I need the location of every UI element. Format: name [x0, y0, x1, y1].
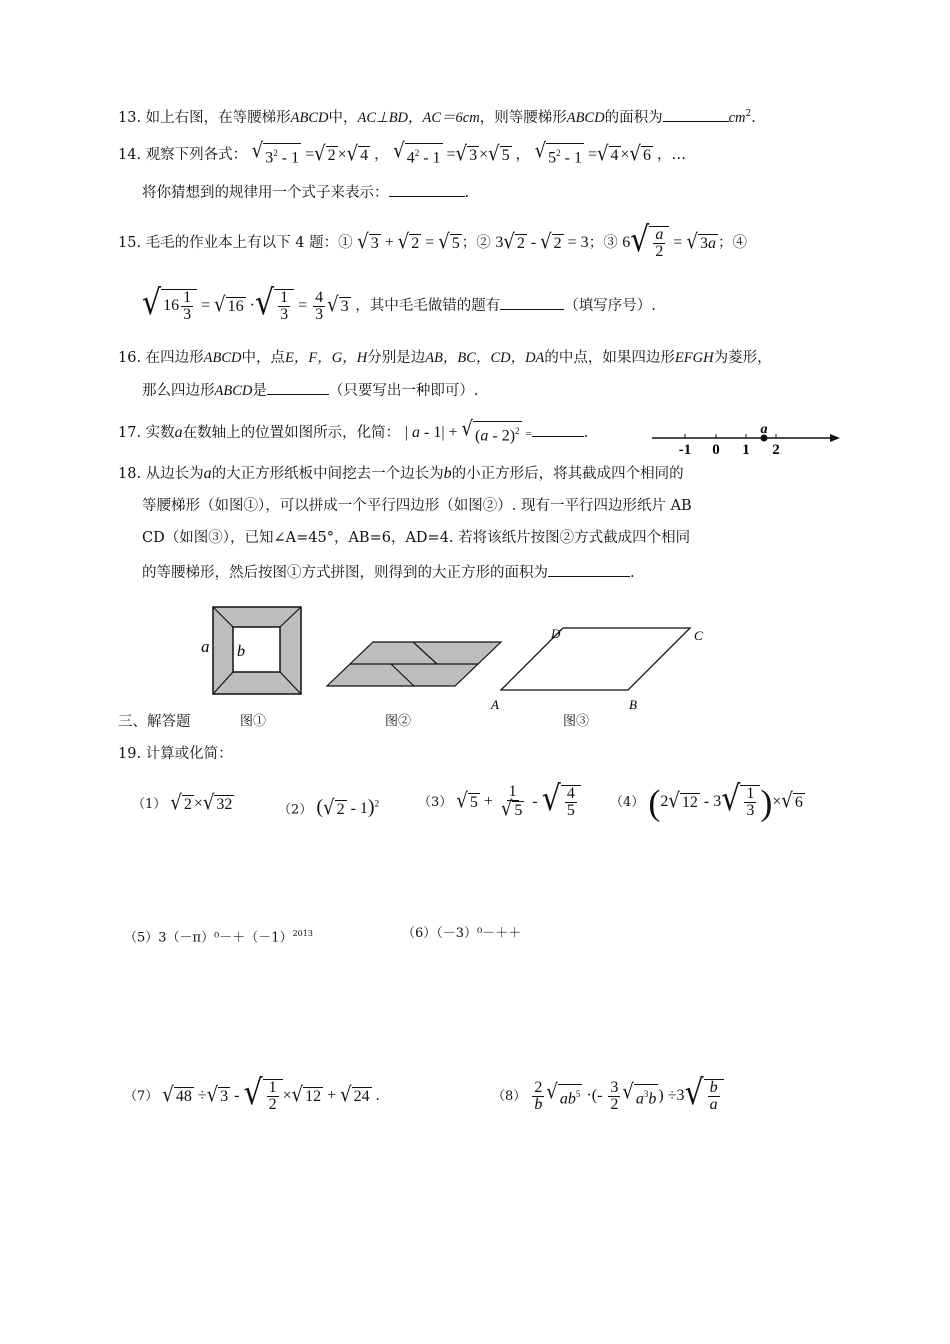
answer-blank[interactable] [389, 182, 465, 197]
tick-label: 0 [712, 442, 720, 458]
formula: ( √ 2 - 1)$^2$ [316, 796, 380, 821]
problem-6: （6）（－3）⁰－＋＋ [402, 926, 522, 941]
formula: 6 √ $\frac{a}{2}$ = √ 3a [622, 220, 716, 261]
problem-1: （1） √ 2 × √ 32 [132, 791, 233, 816]
answer-blank[interactable] [548, 562, 630, 577]
question-19-title: 19. 计算或化简： [118, 746, 233, 762]
formula: √ $5^2 - 1$ = √ 4 × √ 6 [534, 139, 652, 167]
figures [195, 600, 815, 740]
number-line [648, 422, 843, 458]
vertex-a: A [491, 697, 499, 712]
question-17: 17. 实数a在数轴上的位置如图所示，化简： | a - 1| + √ (a - 2)$^2$ = . [118, 417, 589, 445]
vertex-c: C [694, 628, 703, 643]
abcd-label: ABCD [290, 109, 329, 126]
formula: $\frac{2}{b}$ √ $ab^5$ ·(- $\frac{3}{2}$ √ $a^3b$ ) ÷3 √ $\frac{b}{a}$ [530, 1087, 723, 1104]
question-14: 14. 观察下列各式： √ $3^2 - 1$ = √ 2 × √ 4 ， √ $4^2 - 1$ = √ 3 × √ 5 ， √ $5^2 - 1$ = √ 4 × √ 6 ，… [118, 139, 687, 167]
question-15-line2: √ 16 $\frac{1}{3}$ = √ 16 · √ $\frac{1}{3}$ = $\frac{4}{3}$ √ 3 ，其中毛毛做错的题有 （填写序号）. [142, 283, 656, 324]
formula: | a - 1| + √ (a - 2)$^2$ = [404, 417, 532, 445]
question-18-line3: CD（如图③），已知∠A=45°，AB=6，AD=4. 若将该纸片按图②方式截成四个相同 [142, 530, 691, 546]
formula: √ 5 + 1 √ 5 - √ $\frac{4}{5}$ [456, 793, 580, 810]
problem-2: （2） ( √ 2 - 1)$^2$ [278, 796, 380, 821]
problem-8: （8） $\frac{2}{b}$ √ $ab^5$ ·(- $\frac{3}{2}$ √ $a^3b$ ) ÷3 √ $\frac{b}{a}$ [492, 1076, 724, 1117]
answer-blank[interactable] [267, 380, 329, 395]
figure-1 [201, 607, 301, 694]
question-15: 15. 毛毛的作业本上有以下 4 题：① √ 3 + √ 2 = √ 5 ；② 3 √ 2 - √ 2 = 3；③ 6 √ $\frac{a}{2}$ = √ 3a ；④ [118, 220, 747, 261]
question-16-line2: 那么四边形ABCD是 （只要写出一种即可）. [142, 380, 478, 401]
answer-blank[interactable] [532, 422, 584, 437]
vertex-b: B [629, 697, 637, 712]
tick-label: 2 [772, 442, 780, 458]
problem-4: （4） (2 √ 12 - 3 √ $\frac{1}{3}$ )× √ 6 [610, 779, 803, 823]
formula: 3 √ 2 - √ 2 = 3 [495, 230, 589, 255]
question-18-line2: 等腰梯形（如图①），可以拼成一个平行四边形（如图②）. 现有一平行四边形纸片 AB [142, 498, 692, 514]
condition: AC⊥BD，AC＝6cm [357, 109, 480, 126]
formula: √ 48 ÷ √ 3 - √ $\frac{1}{2}$ × √ 12 + √ 24 . [162, 1073, 380, 1114]
problem-7: （7） √ 48 ÷ √ 3 - √ $\frac{1}{2}$ × √ 12 + √ 24 . [124, 1073, 380, 1114]
question-18: 18. 从边长为a的大正方形纸板中间挖去一个边长为b的小正方形后，将其截成四个相同的 [118, 465, 684, 482]
vertex-d: D [551, 626, 561, 641]
formula: √ 2 × √ 32 [170, 791, 233, 816]
question-18-line4: 的等腰梯形，然后按图①方式拼图，则得到的大正方形的面积为 . [142, 562, 635, 583]
formula: √ $4^2 - 1$ = √ 3 × √ 5 [393, 139, 510, 167]
answer-blank[interactable] [663, 107, 729, 122]
problem-3: （3） √ 5 + 1 √ 5 - √ $\frac{4}{5}$ [418, 782, 581, 823]
formula: √ 16 $\frac{1}{3}$ = √ 16 · √ $\frac{1}{3}$ = $\frac{4}{3}$ √ 3 [142, 283, 349, 324]
point-a-label: a [760, 422, 768, 437]
figure-3 [490, 626, 703, 712]
question-13: 13. 如上右图，在等腰梯形ABCD中，AC⊥BD，AC＝6cm，则等腰梯形ABCD的面积为 $cm^2$. [118, 104, 756, 128]
tick-label: 1 [742, 442, 750, 458]
formula: (2 √ 12 - 3 √ $\frac{1}{3}$ )× √ 6 [648, 779, 803, 823]
formula: √ $3^2 - 1$ = √ 2 × √ 4 [251, 139, 369, 167]
answer-blank[interactable] [500, 295, 564, 310]
label-a: a [201, 637, 210, 656]
formula: √ 3 + √ 2 = √ 5 [357, 230, 460, 255]
figure-2 [327, 642, 501, 686]
caption-fig1: 图① [240, 714, 267, 729]
caption-fig2: 图② [385, 714, 412, 729]
tick-label: -1 [678, 442, 692, 458]
problem-5: $(5)3(-\pi)^0-+(-1)^{2013}$ [124, 929, 313, 946]
question-16: 16. 在四边形ABCD中，点E，F，G，H分别是边AB，BC，CD，DA的中点，如果四边形EFGH为菱形， [118, 350, 772, 366]
label-b: b [237, 643, 245, 660]
caption-fig3: 图③ [563, 714, 590, 729]
question-14-line2: 将你猜想到的规律用一个式子来表示： . [142, 182, 469, 203]
section-title: 三、解答题 [118, 714, 191, 730]
